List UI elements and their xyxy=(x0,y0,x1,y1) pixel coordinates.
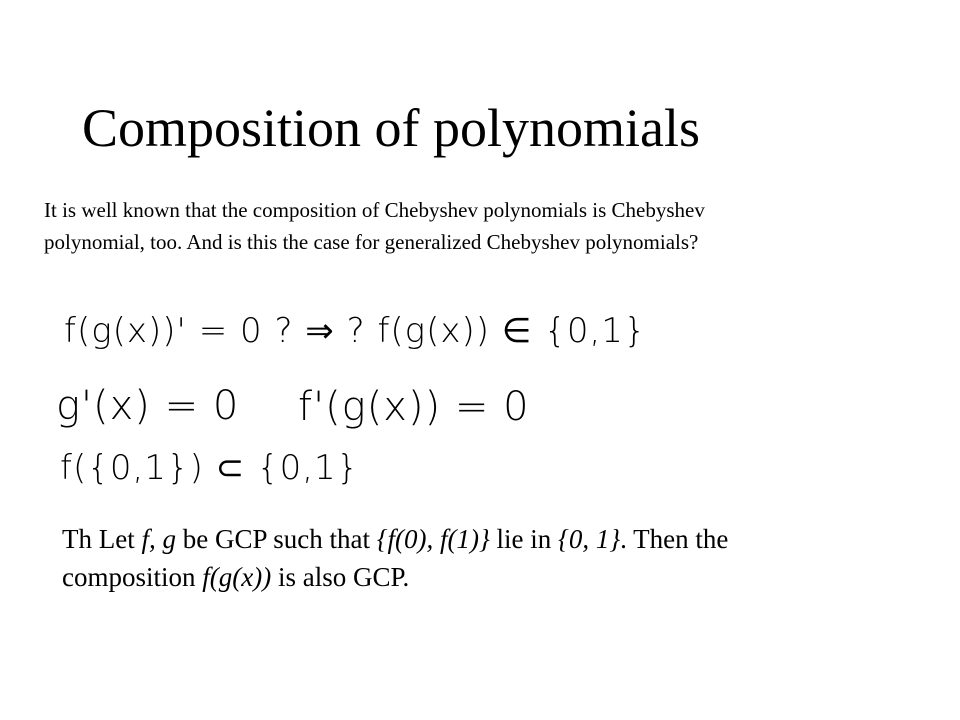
theorem-value-set: {f(0), f(1)} xyxy=(376,524,490,554)
formula-set-inclusion: f({0,1}) ⊂ {0,1} xyxy=(60,448,360,488)
theorem-target-set: {0, 1} xyxy=(558,524,621,554)
theorem-line-2 xyxy=(62,558,922,596)
theorem-line2-end: is also GCP. xyxy=(271,562,410,592)
formula-f-derivative-zero: f'(g(x)) = 0 xyxy=(298,384,530,430)
theorem-composition: f(g(x)) xyxy=(202,562,272,592)
theorem-mid-1: be GCP such that xyxy=(176,524,377,554)
theorem-mid-2: lie in xyxy=(489,524,559,554)
theorem-line2-prefix: composition xyxy=(62,562,203,592)
intro-paragraph xyxy=(44,194,924,258)
intro-line-1: It is well known that the composition of Chebyshev polynomials is Chebyshev xyxy=(44,198,705,222)
theorem-end-1: . Then the xyxy=(620,524,729,554)
theorem-functions: f, g xyxy=(141,524,176,554)
slide-title: Composition of polynomials xyxy=(82,98,701,158)
theorem-statement xyxy=(62,520,922,596)
theorem-prefix: Th Let xyxy=(62,524,142,554)
formula-implication: f(g(x))' = 0 ? ⇒ ? f(g(x)) ∈ {0,1} xyxy=(64,311,647,351)
formula-g-derivative-zero: g'(x) = 0 xyxy=(56,383,240,429)
intro-line-2: polynomial, too. And is this the case for generalized Chebyshev polynomials? xyxy=(44,230,699,254)
theorem-line-1 xyxy=(62,520,922,558)
